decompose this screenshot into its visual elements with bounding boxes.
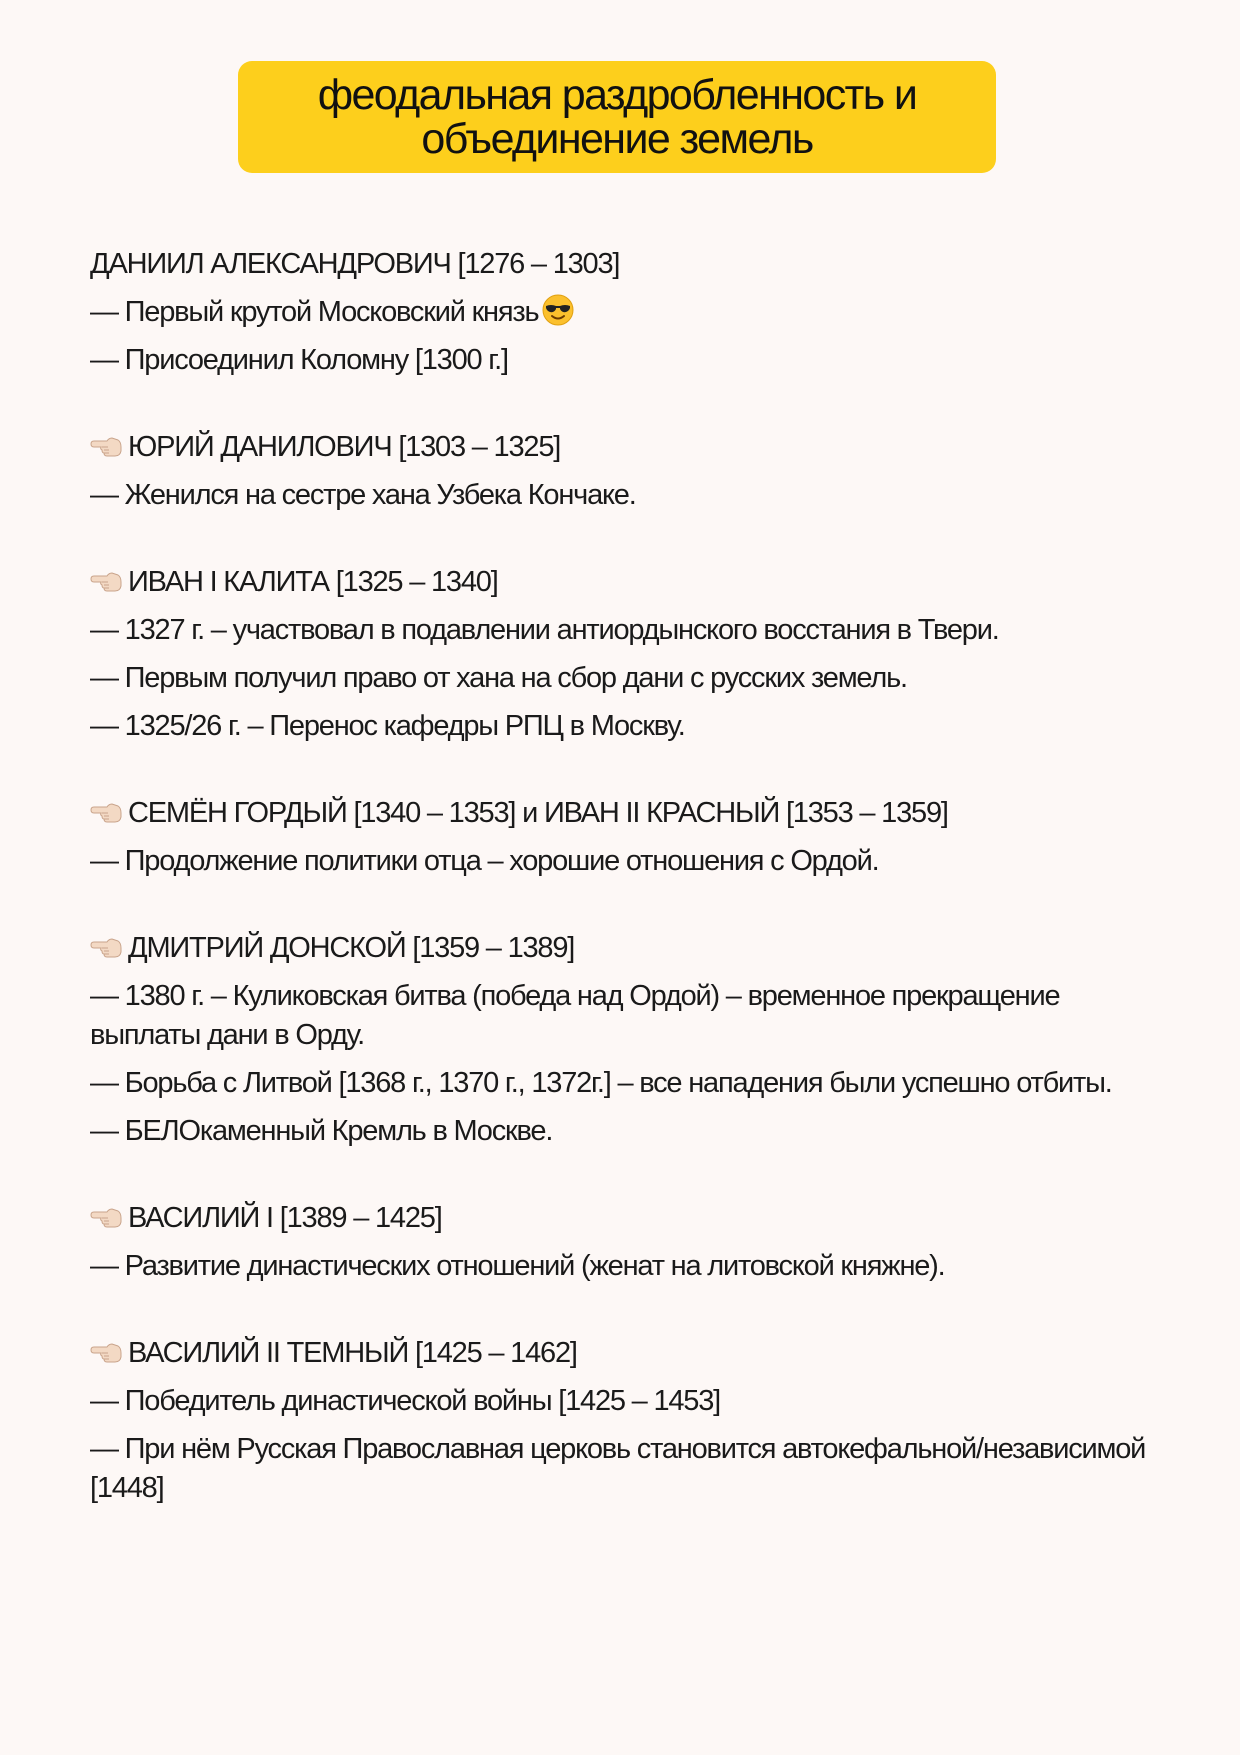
section-heading: СЕМЁН ГОРДЫЙ [1340 – 1353] и ИВАН II КРАСНЫЙ [1353 – 1359]: [90, 794, 1150, 833]
list-item: — Первым получил право от хана на сбор дани с русских земель.: [90, 662, 907, 694]
section-daniil: [90, 245, 1150, 380]
section-heading: ВАСИЛИЙ II ТЕМНЫЙ [1425 – 1462]: [90, 1334, 1150, 1373]
smiling-face-with-sunglasses-icon: [542, 294, 574, 326]
title-banner: [238, 61, 996, 173]
document-body: [90, 245, 1153, 1556]
backhand-index-pointing-left-icon: [90, 571, 122, 593]
list-item: — Борьба с Литвой [1368 г., 1370 г., 1372г.] – все нападения были успешно отбиты.: [90, 1067, 1112, 1099]
backhand-index-pointing-left-icon: [90, 937, 122, 959]
section-heading: ВАСИЛИЙ I [1389 – 1425]: [90, 1199, 1150, 1238]
section-ivan-kalita: [90, 563, 1150, 746]
section-yuri: [90, 428, 1150, 515]
section-vasily-1: [90, 1199, 1150, 1286]
section-heading: ДАНИИЛ АЛЕКСАНДРОВИЧ [1276 – 1303]: [90, 248, 620, 280]
list-item: — Победитель династической войны [1425 – 1453]: [90, 1385, 721, 1417]
section-heading: ИВАН I КАЛИТА [1325 – 1340]: [90, 563, 1150, 602]
backhand-index-pointing-left-icon: [90, 436, 122, 458]
list-item: — БЕЛОкаменный Кремль в Москве.: [90, 1115, 553, 1147]
section-semyon-ivan: [90, 794, 1150, 881]
page-title: феодальная раздробленность и объединение земель: [317, 71, 917, 163]
list-item: — 1327 г. – участвовал в подавлении антиордынского восстания в Твери.: [90, 614, 999, 646]
list-item: — Первый крутой Московский князь: [90, 293, 1150, 332]
backhand-index-pointing-left-icon: [90, 1207, 122, 1229]
section-heading: ЮРИЙ ДАНИЛОВИЧ [1303 – 1325]: [90, 428, 1150, 467]
list-item: — 1325/26 г. – Перенос кафедры РПЦ в Москву.: [90, 710, 685, 742]
list-item: — Продолжение политики отца – хорошие отношения с Ордой.: [90, 845, 879, 877]
backhand-index-pointing-left-icon: [90, 802, 122, 824]
section-heading: ДМИТРИЙ ДОНСКОЙ [1359 – 1389]: [90, 929, 1150, 968]
backhand-index-pointing-left-icon: [90, 1342, 122, 1364]
section-vasily-2: [90, 1334, 1153, 1508]
section-dmitry: [90, 929, 1150, 1151]
list-item: — Развитие династических отношений (женат на литовской княжне).: [90, 1250, 945, 1282]
list-item: — При нём Русская Православная церковь становится автокефальной/независимой [1448]: [90, 1433, 1153, 1504]
list-item: — 1380 г. – Куликовская битва (победа над Ордой) – временное прекращение выплаты дани в Орду.: [90, 980, 1067, 1051]
list-item: — Присоединил Коломну [1300 г.]: [90, 344, 508, 376]
list-item: — Женился на сестре хана Узбека Кончаке.: [90, 479, 636, 511]
